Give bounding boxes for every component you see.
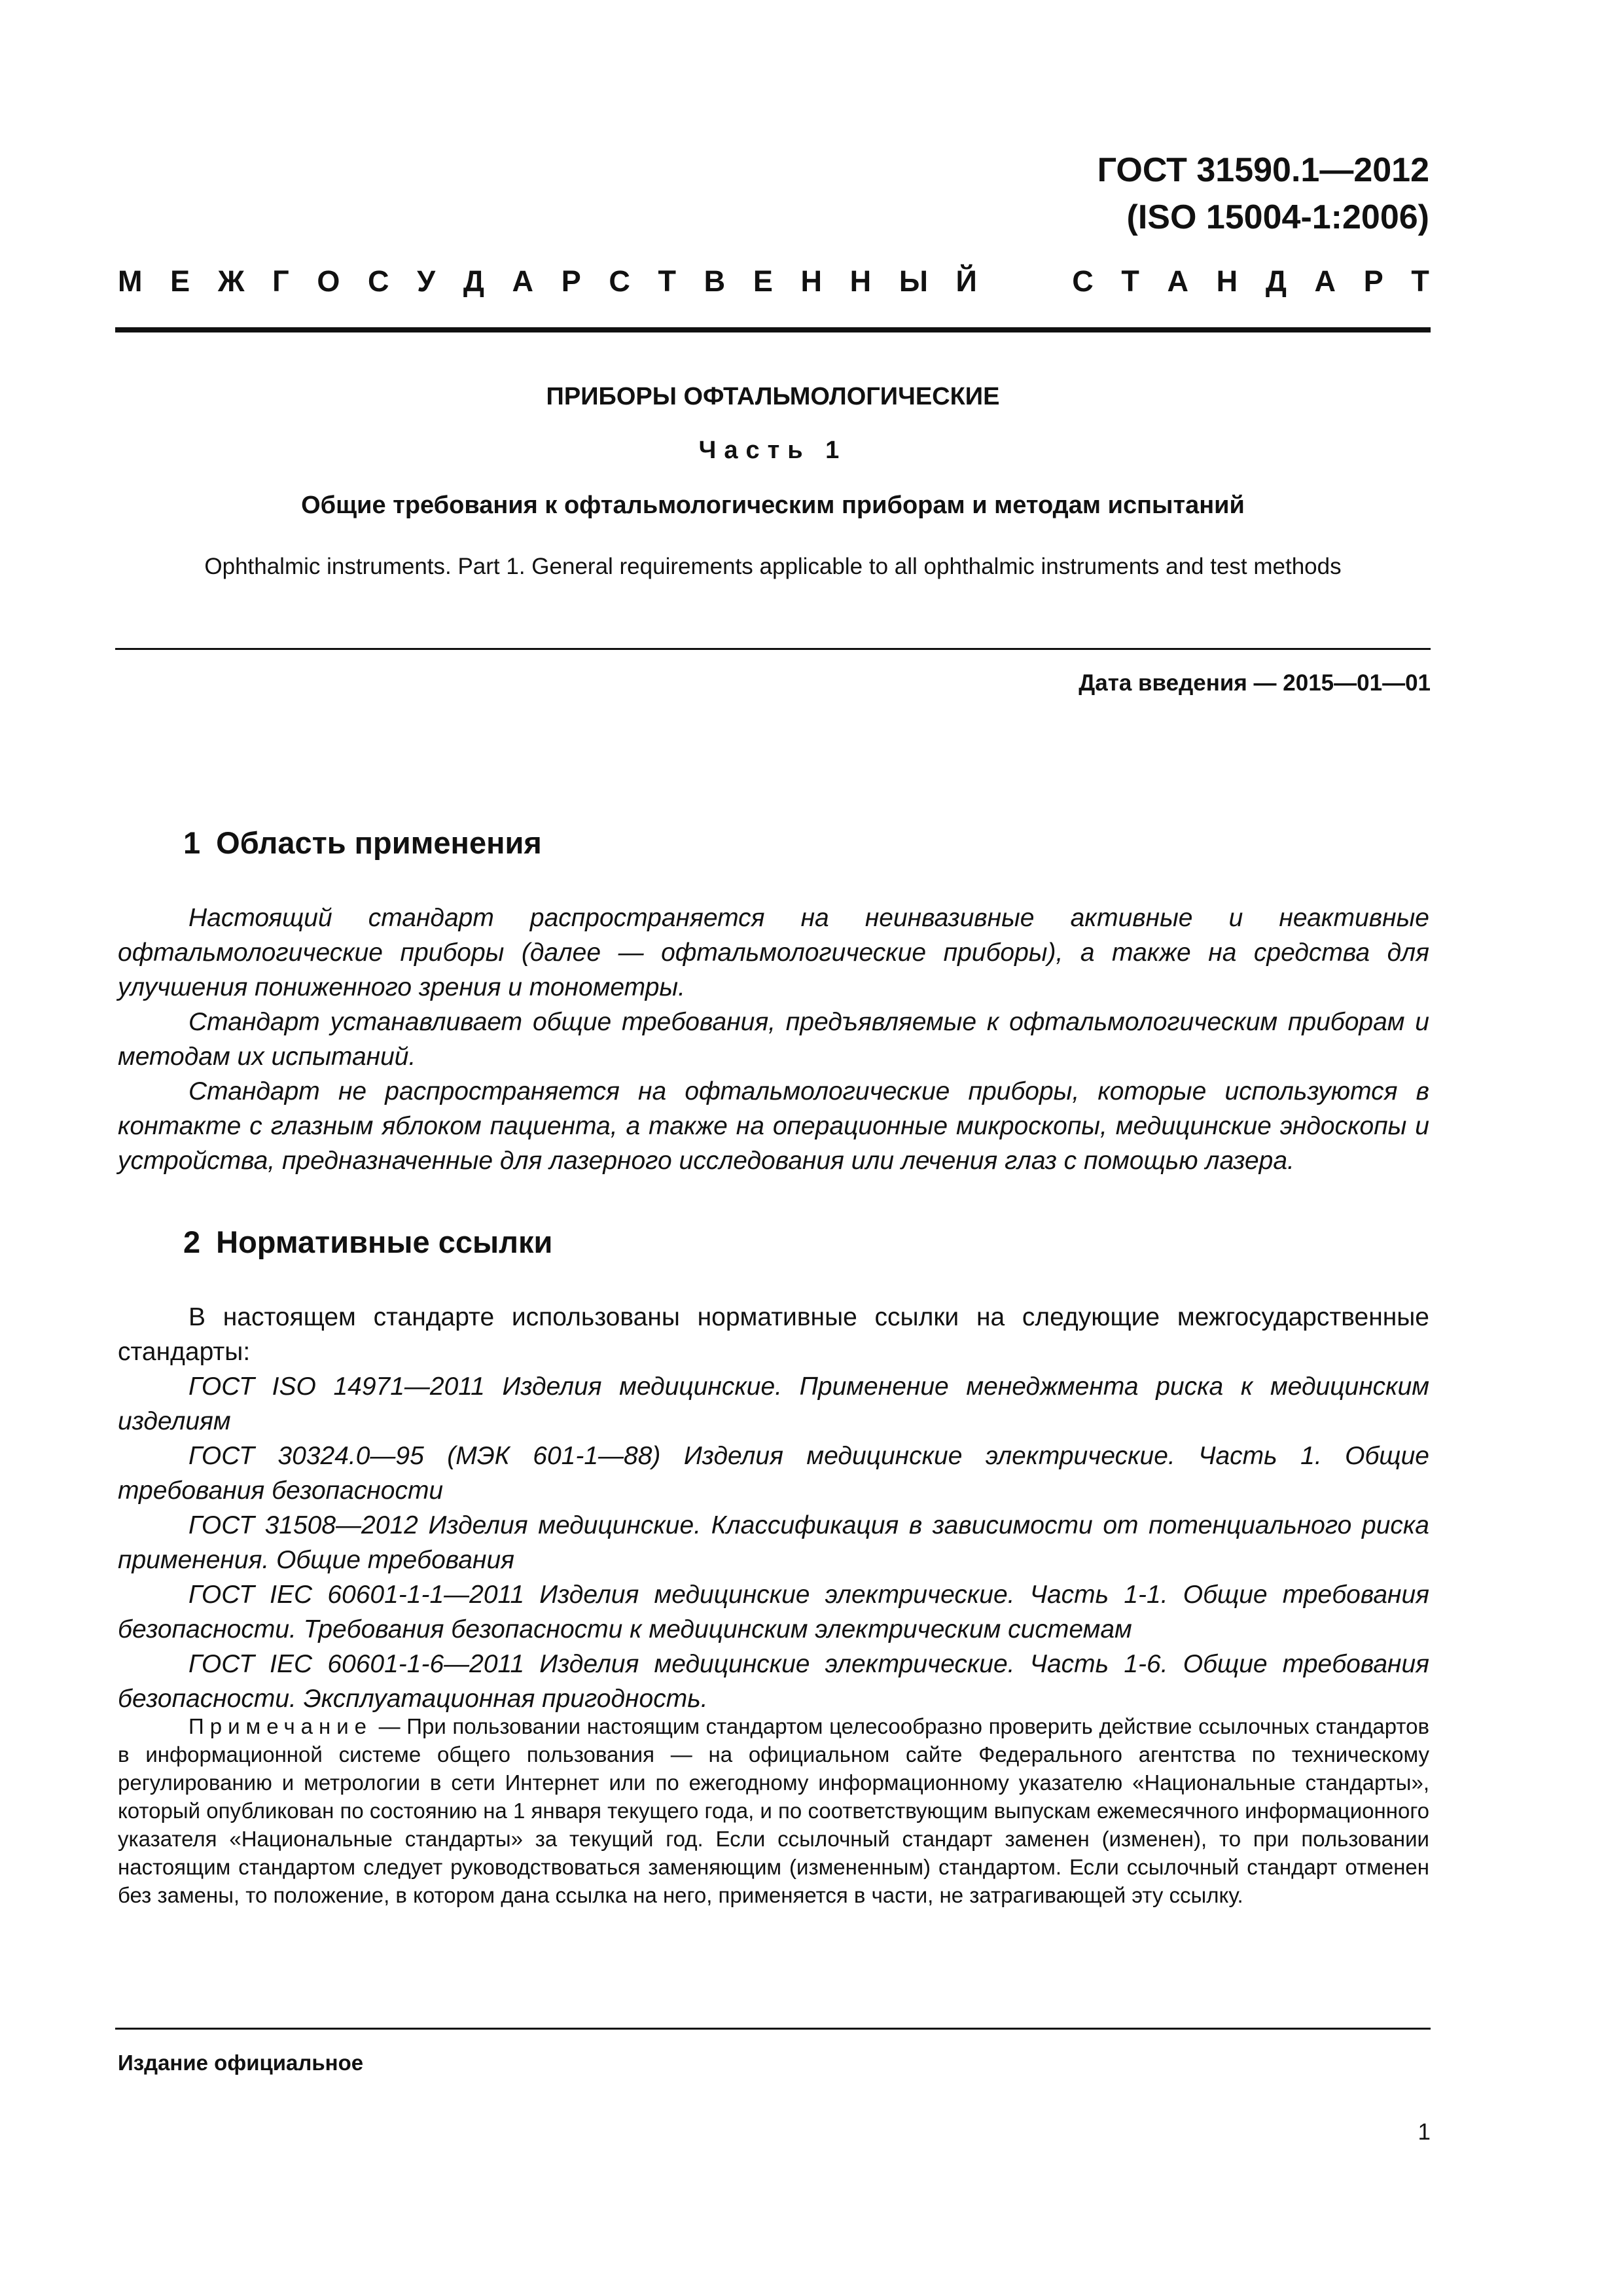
letter: А: [1167, 264, 1188, 298]
letter: У: [417, 264, 436, 298]
letter: Т: [658, 264, 677, 298]
letter: В: [704, 264, 726, 298]
letter: Д: [1265, 264, 1287, 298]
letter: С: [368, 264, 389, 298]
document-part: Часть 1: [698, 437, 847, 464]
standard-type-heading: [118, 262, 1429, 301]
reference-item: ГОСТ 30324.0—95 (МЭК 601-1—88) Изделия медицинские электрические. Часть 1. Общие требования безопасности: [118, 1442, 1429, 1505]
references-note: [118, 1712, 1429, 1909]
letter: Т: [1411, 264, 1429, 298]
section-number: 2: [183, 1225, 201, 1259]
word-gap: [1005, 262, 1044, 301]
letter: С: [1072, 264, 1094, 298]
footer-divider: [115, 2028, 1431, 2030]
page-number: 1: [1418, 2119, 1431, 2145]
reference-item: ГОСТ 31508—2012 Изделия медицинские. Классификация в зависимости от потенциального риска применения. Общие требования: [118, 1511, 1429, 1574]
reference-item: ГОСТ IEC 60601-1-6—2011 Изделия медицинские электрические. Часть 1-6. Общие требования безопасности. Эксплуатационная пригодность.: [118, 1650, 1429, 1713]
standard-code-line2: (ISO 15004-1:2006): [1126, 198, 1429, 236]
official-edition-label: Издание официальное: [118, 2051, 364, 2075]
section-number: 1: [183, 825, 201, 860]
letter: А: [1314, 264, 1336, 298]
standard-code-line1: ГОСТ 31590.1—2012: [1097, 151, 1429, 189]
header-divider: [115, 327, 1431, 332]
note-label: Примечание: [188, 1714, 373, 1738]
letter: Р: [561, 264, 581, 298]
letter: М: [118, 264, 143, 298]
paragraph: Настоящий стандарт распространяется на неинвазивные активные и неактивные офтальмологические приборы (далее — офтальмологические приборы), а также на средства для улучшения пониженного зрения и тонометры.: [118, 904, 1429, 1001]
section-heading-normative-references: [183, 1221, 552, 1263]
letter: Н: [1216, 264, 1238, 298]
letter: О: [317, 264, 340, 298]
letter: Ж: [217, 264, 245, 298]
letter: Й: [955, 264, 977, 298]
letter: Г: [272, 264, 289, 298]
introduction-date: Дата введения — 2015—01—01: [1079, 670, 1431, 696]
letter: С: [609, 264, 630, 298]
references-intro: В настоящем стандарте использованы нормативные ссылки на следующие межгосударственные стандарты:: [118, 1303, 1429, 1366]
letter: Е: [753, 264, 773, 298]
note-text: — При пользовании настоящим стандартом целесообразно проверить действие ссылочных стандартов в информационной системе общего пользования — на официальном сайте Федерального агентства по техническому регулированию и метрологии в сети Интернет или по ежегодному информационному указателю «Национальные стандарты», который опубликован по состоянию на 1 января текущего года, и по соответствующим выпускам ежемесячного информационного указателя «Национальные стандарты» за текущий год. Если ссылочный стандарт заменен (изменен), то при пользовании настоящим стандартом следует руководствоваться заменяющим (измененным) стандартом. Если ссылочный стандарт отменен без замены, то положение, в котором дана ссылка на него, применяется в части, не затрагивающей эту ссылку.: [118, 1714, 1429, 1907]
paragraph: Стандарт не распространяется на офтальмологические приборы, которые используются в контакте с глазным яблоком пациента, а также на операционные микроскопы, медицинские эндоскопы и устройства, предназначенные для лазерного исследования или лечения глаз с помощью лазера.: [118, 1077, 1429, 1175]
reference-item: ГОСТ ISO 14971—2011 Изделия медицинские. Применение менеджмента риска к медицинским изделиям: [118, 1372, 1429, 1435]
letter: Д: [463, 264, 484, 298]
document-title: ПРИБОРЫ ОФТАЛЬМОЛОГИЧЕСКИЕ: [546, 383, 1000, 410]
document-subtitle: Общие требования к офтальмологическим приборам и методам испытаний: [301, 492, 1245, 519]
letter: Ы: [899, 264, 928, 298]
references-text: [118, 1300, 1429, 1716]
letter: Н: [800, 264, 822, 298]
reference-item: ГОСТ IEC 60601-1-1—2011 Изделия медицинские электрические. Часть 1-1. Общие требования безопасности. Требования безопасности к медицинским электрическим системам: [118, 1581, 1429, 1643]
section-title: Нормативные ссылки: [216, 1225, 553, 1259]
letter: А: [512, 264, 534, 298]
paragraph: Стандарт устанавливает общие требования, предъявляемые к офтальмологическим приборам и методам их испытаний.: [118, 1008, 1429, 1071]
section-heading-scope: [183, 822, 542, 864]
letter: Р: [1363, 264, 1383, 298]
document-title-english: Ophthalmic instruments. Part 1. General requirements applicable to all ophthalmic instruments and test methods: [204, 554, 1342, 579]
letter: Т: [1121, 264, 1139, 298]
letter: Е: [170, 264, 190, 298]
title-divider: [115, 648, 1431, 650]
letter: Н: [849, 264, 872, 298]
scope-text: [118, 901, 1429, 1178]
section-title: Область применения: [216, 825, 542, 860]
standard-code: [1097, 147, 1429, 241]
